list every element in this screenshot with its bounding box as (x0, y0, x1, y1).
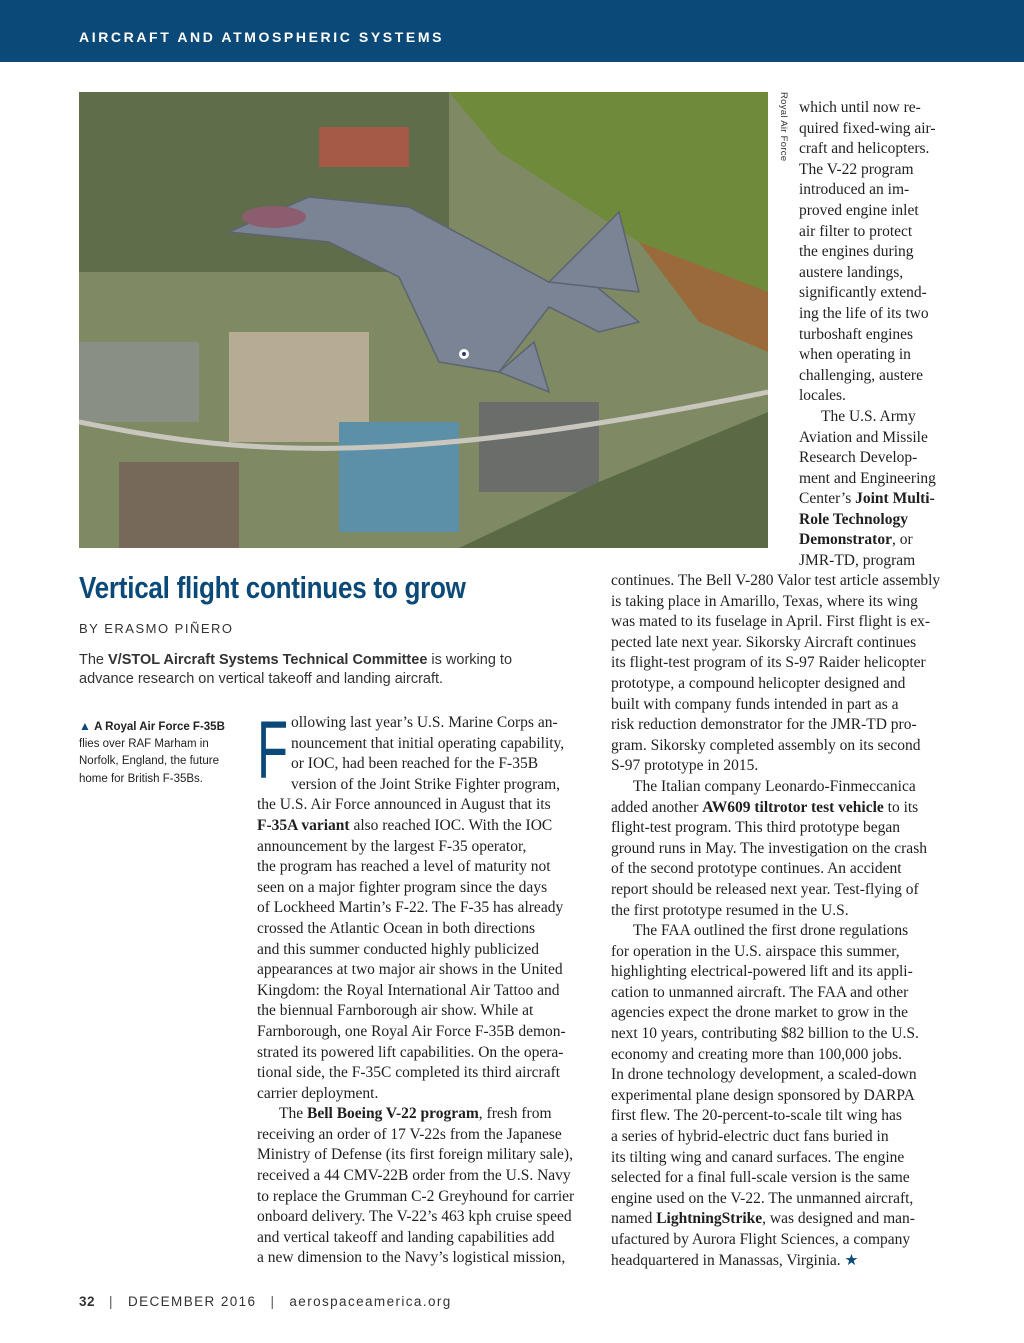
body-line: austere landings, (799, 263, 904, 281)
body-line: its flight-test program of its S-97 Raider helicopter (611, 654, 926, 672)
aw609-term: AW609 tiltrotor test vehicle (702, 798, 884, 816)
section-header-band (0, 0, 1024, 62)
body-line (611, 1251, 947, 1272)
body-line: The Italian company Leonardo-Finmeccanica (633, 777, 916, 795)
drop-cap-letter: F (257, 705, 289, 796)
body-line: received a 44 CMV-22B order from the U.S. Navy (257, 1167, 571, 1185)
body-line: Kingdom: the Royal International Air Tattoo and (257, 981, 560, 999)
body-line: gram. Sikorsky completed assembly on its second (611, 736, 921, 754)
article-deck (79, 651, 559, 689)
caption-text: flies over RAF Marham in Norfolk, England, the future home for British F-35Bs. (79, 738, 219, 785)
body-line: built with company funds intended in part as a (611, 695, 899, 713)
aircraft-photo-icon (79, 92, 768, 548)
body-line: selected for a final full-scale version is the same (611, 1169, 910, 1187)
body-line: a series of hybrid-electric duct fans buried in (611, 1128, 889, 1146)
body-line-start: Center’s (799, 490, 856, 508)
body-line: announcement by the largest F-35 operator, (257, 837, 527, 855)
end-star-icon: ★ (844, 1251, 859, 1269)
body-line: crossed the Atlantic Ocean in both directions (257, 919, 536, 937)
body-line: for operation in the U.S. airspace this summer, (611, 942, 900, 960)
body-line: seen on a major fighter program since the days (257, 878, 548, 896)
body-line-rest: also reached IOC. With the IOC (349, 816, 553, 834)
body-line: engine used on the V-22. The unmanned aircraft, (611, 1189, 914, 1207)
f35a-variant-term: F-35A variant (257, 816, 350, 834)
body-line: introduced an im- (799, 181, 910, 199)
body-line: flight-test program. This third prototype began (611, 819, 900, 837)
body-line: economy and creating more than 100,000 jobs. (611, 1045, 902, 1063)
body-line-start: added another (611, 798, 703, 816)
body-line: experimental plane design sponsored by DARPA (611, 1086, 915, 1104)
page-footer (79, 1294, 452, 1309)
body-line: significantly extend- (799, 284, 927, 302)
article-headline: Vertical flight continues to grow (79, 570, 466, 605)
body-line: the engines during (799, 243, 914, 261)
body-line: a new dimension to the Navy’s logistical mission, (257, 1249, 566, 1267)
body-line (257, 816, 587, 837)
body-line: prototype, a compound helicopter designed and (611, 674, 906, 692)
body-line: The V-22 program (799, 160, 914, 178)
body-line: first flew. The 20-percent-to-scale tilt wing has (611, 1107, 902, 1125)
body-line: In drone technology development, a scaled-down (611, 1066, 917, 1084)
caption-lead: A Royal Air Force F-35B (94, 721, 225, 733)
photo-caption (79, 718, 249, 788)
body-line: to replace the Grumman C-2 Greyhound for carrier (257, 1187, 575, 1205)
body-line (257, 1104, 587, 1125)
body-line (799, 510, 949, 531)
body-line: cation to unmanned aircraft. The FAA and other (611, 983, 909, 1001)
body-line: appearances at two major air shows in the United (257, 961, 563, 979)
article-byline: BY ERASMO PIÑERO (79, 621, 234, 636)
deck-text-post: is working to advance research on vertical takeoff and landing aircraft. (79, 652, 513, 687)
body-line: Aviation and Missile (799, 428, 928, 446)
body-line: ufactured by Aurora Flight Sciences, a company (611, 1231, 911, 1248)
body-line: air filter to protect (799, 222, 913, 240)
body-line: ment and Engineering (799, 469, 936, 487)
v22-program-term: Bell Boeing V-22 program (306, 1105, 479, 1123)
body-line: S-97 prototype in 2015. (611, 757, 759, 775)
body-line: ground runs in May. The investigation on the crash (611, 839, 927, 857)
aircraft-photo (79, 92, 768, 548)
body-line: the U.S. Air Force announced in August that its (257, 796, 551, 814)
body-line: the biennual Farnborough air show. While at (257, 1002, 534, 1020)
body-line-start: named (611, 1210, 657, 1228)
body-line: carrier deployment. (257, 1084, 379, 1102)
body-line: agencies expect the drone market to grow in the (611, 1004, 908, 1022)
body-line: receiving an order of 17 V-22s from the Japanese (257, 1125, 562, 1143)
body-line: highlighting electrical-powered lift and its appli- (611, 963, 913, 981)
body-line-rest: , fresh from (478, 1105, 552, 1123)
website-link[interactable]: aerospaceamerica.org (289, 1294, 452, 1309)
caption-triangle-icon: ▲ (79, 719, 91, 733)
body-line: the first prototype resumed in the U.S. (611, 901, 849, 919)
jmrtd-term: Demonstrator (799, 531, 892, 549)
section-title: AIRCRAFT AND ATMOSPHERIC SYSTEMS (79, 29, 445, 45)
body-line: quired fixed-wing air- (799, 119, 936, 137)
body-line: turboshaft engines (799, 325, 914, 343)
page-number: 32 (79, 1294, 96, 1309)
body-line: risk reduction demonstrator for the JMR-TD pro- (611, 716, 917, 734)
deck-committee-name: V/STOL Aircraft Systems Technical Committee (108, 652, 428, 668)
photo-credit: Royal Air Force (778, 92, 789, 162)
body-line: nouncement that initial operating capability, (291, 734, 565, 752)
body-line: JMR-TD, program (799, 552, 916, 570)
body-line: when operating in (799, 346, 911, 364)
body-line: its tilting wing and canard surfaces. The engine (611, 1148, 905, 1166)
deck-text-pre: The (79, 652, 109, 668)
body-line: locales. (799, 387, 846, 405)
body-line (799, 530, 949, 551)
body-line: continues. The Bell V-280 Valor test article assembly (611, 572, 941, 589)
body-column-left (257, 705, 587, 1269)
body-line: ing the life of its two (799, 304, 929, 322)
body-line: The FAA outlined the first drone regulations (633, 922, 909, 940)
body-line: version of the Joint Strike Fighter program, (291, 775, 561, 793)
body-line: challenging, austere (799, 366, 923, 384)
body-line: and vertical takeoff and landing capabilities add (257, 1228, 555, 1246)
body-line (611, 798, 947, 819)
body-line: craft and helicopters. (799, 140, 930, 158)
body-line-rest: , was designed and man- (762, 1210, 915, 1228)
footer-separator: | (270, 1294, 276, 1309)
body-line-start: The (279, 1105, 307, 1123)
body-line: was mated to its fuselage in April. First flight is ex- (611, 613, 930, 631)
body-line: which until now re- (799, 99, 921, 116)
body-column-right (611, 571, 947, 1271)
body-line: Research Develop- (799, 449, 918, 467)
jmrtd-term: Role Technology (799, 510, 908, 528)
body-line-last: headquartered in Manassas, Virginia. (611, 1251, 841, 1269)
body-line (611, 1209, 947, 1230)
body-line: report should be released next year. Test-flying of (611, 880, 919, 898)
body-line-rest: , or (891, 531, 913, 549)
body-line: the program has reached a level of maturity not (257, 858, 551, 876)
body-line: next 10 years, contributing $82 billion to the U.S. (611, 1025, 919, 1043)
body-line: tional side, the F-35C completed its third aircraft (257, 1064, 561, 1082)
body-line-rest: to its (883, 798, 919, 816)
footer-separator: | (109, 1294, 114, 1309)
body-line: of Lockheed Martin’s F-22. The F-35 has already (257, 899, 564, 917)
issue-date: DECEMBER 2016 (127, 1294, 257, 1309)
body-line: Farnborough, one Royal Air Force F-35B demon- (257, 1022, 566, 1040)
body-line: is taking place in Amarillo, Texas, where its wing (611, 592, 918, 610)
body-line: ollowing last year’s U.S. Marine Corps an- (291, 714, 558, 731)
body-line (799, 489, 949, 510)
body-line: strated its powered lift capabilities. On the opera- (257, 1043, 564, 1061)
body-line: and this summer conducted highly publicized (257, 940, 539, 958)
lightningstrike-term: LightningStrike (656, 1210, 763, 1228)
body-line: onboard delivery. The V-22’s 463 kph cruise speed (257, 1208, 572, 1226)
body-line: The U.S. Army (821, 407, 916, 425)
body-line: of the second prototype continues. An accident (611, 860, 902, 878)
jmrtd-term: Joint Multi- (855, 490, 935, 508)
body-line: proved engine inlet (799, 201, 919, 219)
body-line: Ministry of Defense (its first foreign military sale), (257, 1146, 573, 1164)
body-line: pected late next year. Sikorsky Aircraft continues (611, 633, 917, 651)
body-column-narrow (799, 98, 949, 572)
body-line: or IOC, had been reached for the F-35B (291, 755, 539, 773)
